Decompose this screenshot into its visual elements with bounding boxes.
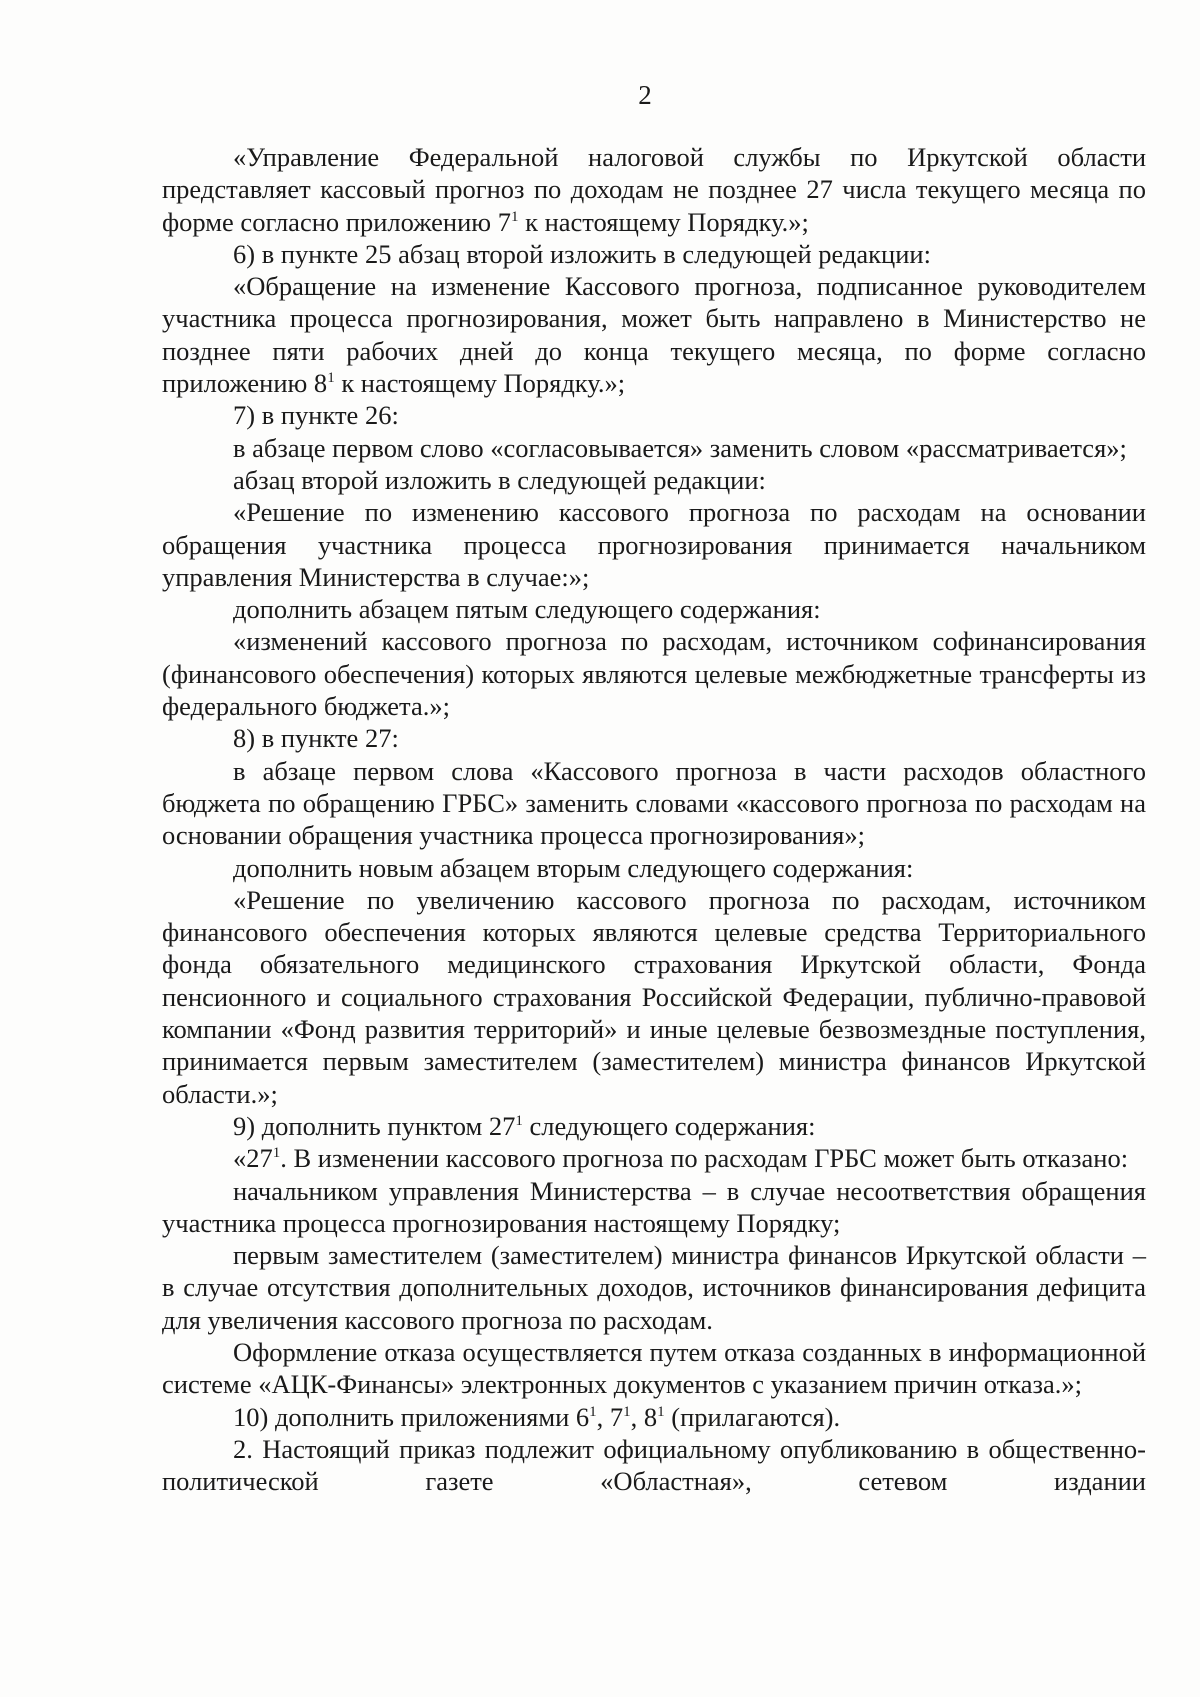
paragraph-item-7: 7) в пункте 26: [233, 400, 399, 431]
paragraph-add-fifth: дополнить абзацем пятым следующего содержания: [233, 594, 821, 625]
paragraph-decision-increase: «Решение по увеличению кассового прогноза по расходам, источником финансового обеспечения которых являются целевые средства Территориального фонда обязательного медицинского страхования Иркутской области, Фонда пенсионного и социального страхования Российской Федерации, публично-правовой компании «Фонд развития территорий» и иные целевые безвозмездные поступления, принимается первым заместителем (заместителем) министра финансов Иркутской области.»; [162, 884, 1146, 1109]
paragraph-refusal-deputy: первым заместителем (заместителем) министра финансов Иркутской области – в случае отсутствия дополнительных доходов, источников финансирования дефицита для увеличения кассового прогноза по расходам. [162, 1240, 1146, 1335]
paragraph-cofinancing: «изменений кассового прогноза по расходам, источником софинансирования (финансового обеспечения) которых являются целевые межбюджетные трансферты из федерального бюджета.»; [162, 626, 1146, 722]
paragraph-decision-change: «Решение по изменению кассового прогноза по расходам на основании обращения участника процесса прогнозирования принимается начальником управления Министерства в случае:»; [162, 497, 1146, 592]
paragraph-item-10: 10) дополнить приложениями $6^1$, $7^1$, $8^1$ (прилагаются). [233, 1401, 841, 1432]
document-body [162, 141, 1146, 1497]
paragraph-refusal-form: Оформление отказа осуществляется путем отказа созданных в информационной системе «АЦК-Финансы» электронных документов с указанием причин отказа.»; [162, 1336, 1146, 1400]
paragraph-refusal-head: начальником управления Министерства – в случае несоответствия обращения участника процесса прогнозирования настоящему Порядку; [162, 1175, 1146, 1238]
paragraph-publication: 2. Настоящий приказ подлежит официальному опубликованию в общественно-политической газете «Областная», сетевом издании [162, 1433, 1146, 1497]
paragraph-item-6: 6) в пункте 25 абзац второй изложить в следующей редакции: [233, 238, 931, 269]
paragraph-second-abzac: абзац второй изложить в следующей редакции: [233, 464, 766, 495]
paragraph-first-abzac-words: в абзаце первом слова «Кассового прогноза в части расходов областного бюджета по обращению ГРБС» заменить словами «кассового прогноза по расходам на основании обращения участника процесса прогнозирования»; [162, 755, 1146, 851]
paragraph-item-8: 8) в пункте 27: [233, 723, 399, 754]
paragraph-item-9: 9) дополнить пунктом $27^1$ следующего содержания: [233, 1110, 816, 1141]
paragraph-fns-forecast: «Управление Федеральной налоговой службы по Иркутской области представляет кассовый прогноз по доходам не позднее 27 числа текущего месяца по форме согласно приложению $7^1$ к настоящему Порядку.»; [162, 142, 1146, 237]
paragraph-change-request: «Обращение на изменение Кассового прогноза, подписанное руководителем участника процесса прогнозирования, может быть направлено в Министерство не позднее пяти рабочих дней до конца текущего месяца, по форме согласно приложению $8^1$ к настоящему Порядку.»; [162, 271, 1146, 399]
page-number: 2 [638, 80, 652, 110]
paragraph-add-new-second: дополнить новым абзацем вторым следующего содержания: [233, 852, 914, 883]
paragraph-word-replace: в абзаце первом слово «согласовывается» заменить словом «рассматривается»; [233, 432, 1127, 463]
paragraph-refusal: «$27^1$. В изменении кассового прогноза по расходам ГРБС может быть отказано: [233, 1143, 1129, 1174]
